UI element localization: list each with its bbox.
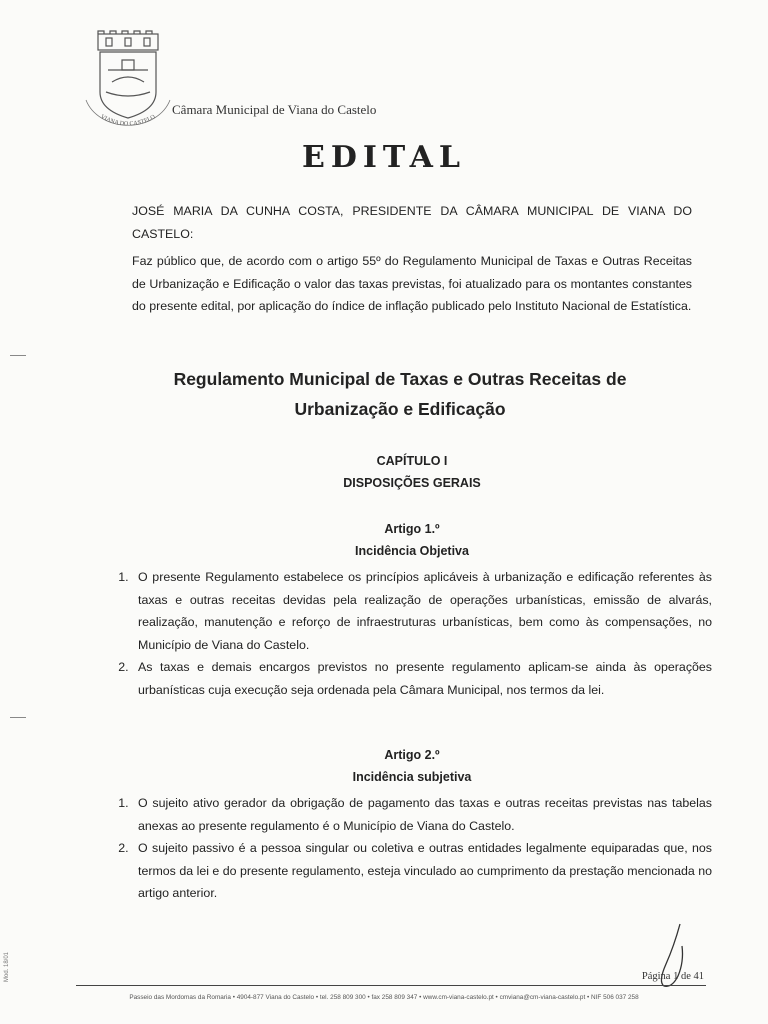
chapter-title: DISPOSIÇÕES GERAIS bbox=[343, 476, 481, 490]
list-item: 2. As taxas e demais encargos previstos no presente regulamento aplicam-se ainda às operações urbanísticas cuja execução seja ordenada pela Câmara Municipal, nos termos da lei. bbox=[132, 656, 712, 701]
article-2-label: Artigo 2.º bbox=[384, 748, 440, 762]
list-item: 2. O sujeito passivo é a pessoa singular ou coletiva e outras entidades legalmente equiparadas que, nos termos da lei e do presente regulamento, esteja vinculado ao cumprimento da prestação mencionada no artigo anterior. bbox=[132, 837, 712, 905]
form-code: Mod. 18/01 bbox=[4, 951, 10, 982]
article-2-items bbox=[112, 792, 712, 905]
document-title: EDITAL bbox=[302, 140, 466, 175]
regulation-title: Regulamento Municipal de Taxas e Outras Receitas de Urbanização e Edificação bbox=[173, 369, 627, 419]
list-item: 1. O presente Regulamento estabelece os princípios aplicáveis à urbanização e edificação referentes às taxas e outras receitas devidas pela realização de operações urbanísticas, emissão de alvarás, realização, manutenção e reforço de infraestruturas urbanísticas, bem como às compensações, no Município de Viana do Castelo. bbox=[132, 566, 712, 656]
coat-of-arms-icon bbox=[78, 30, 178, 134]
chapter-label: CAPÍTULO I bbox=[376, 454, 448, 468]
article-1-items bbox=[112, 566, 712, 701]
margin-mark bbox=[10, 717, 26, 718]
margin-mark bbox=[10, 355, 26, 356]
crest-lettering: VIANA DO CASTELO bbox=[99, 113, 157, 128]
article-2-title: Incidência subjetiva bbox=[352, 770, 472, 784]
list-item: 1. O sujeito ativo gerador da obrigação de pagamento das taxas e outras receitas previstas nas tabelas anexas ao presente regulamento é o Município de Viana do Castelo. bbox=[132, 792, 712, 837]
municipality-name: Câmara Municipal de Viana do Castelo bbox=[172, 102, 377, 117]
page-number: Página 1 de 41 bbox=[641, 971, 704, 982]
article-1-label: Artigo 1.º bbox=[384, 522, 440, 536]
intro-paragraph: Faz público que, de acordo com o artigo 55º do Regulamento Municipal de Taxas e Outras Receitas de Urbanização e Edificação o valor das taxas previstas, foi atualizado para os montantes constantes do presente edital, por aplicação do índice de inflação publicado pelo Instituto Nacional de Estatística. bbox=[132, 254, 692, 313]
article-1-title: Incidência Objetiva bbox=[355, 544, 469, 558]
footer-divider bbox=[76, 985, 706, 986]
footer-address: Passeio das Mordomas da Romaria • 4904-877 Viana do Castelo • tel. 258 809 300 • fax 258 809 347 • www.cm-viana-castelo.pt • cmviana@cm-viana-castelo.pt • NIF 506 037 258 bbox=[129, 994, 639, 1001]
president-line: JOSÉ MARIA DA CUNHA COSTA, PRESIDENTE DA CÂMARA MUNICIPAL DE VIANA DO CASTELO: bbox=[132, 204, 692, 241]
